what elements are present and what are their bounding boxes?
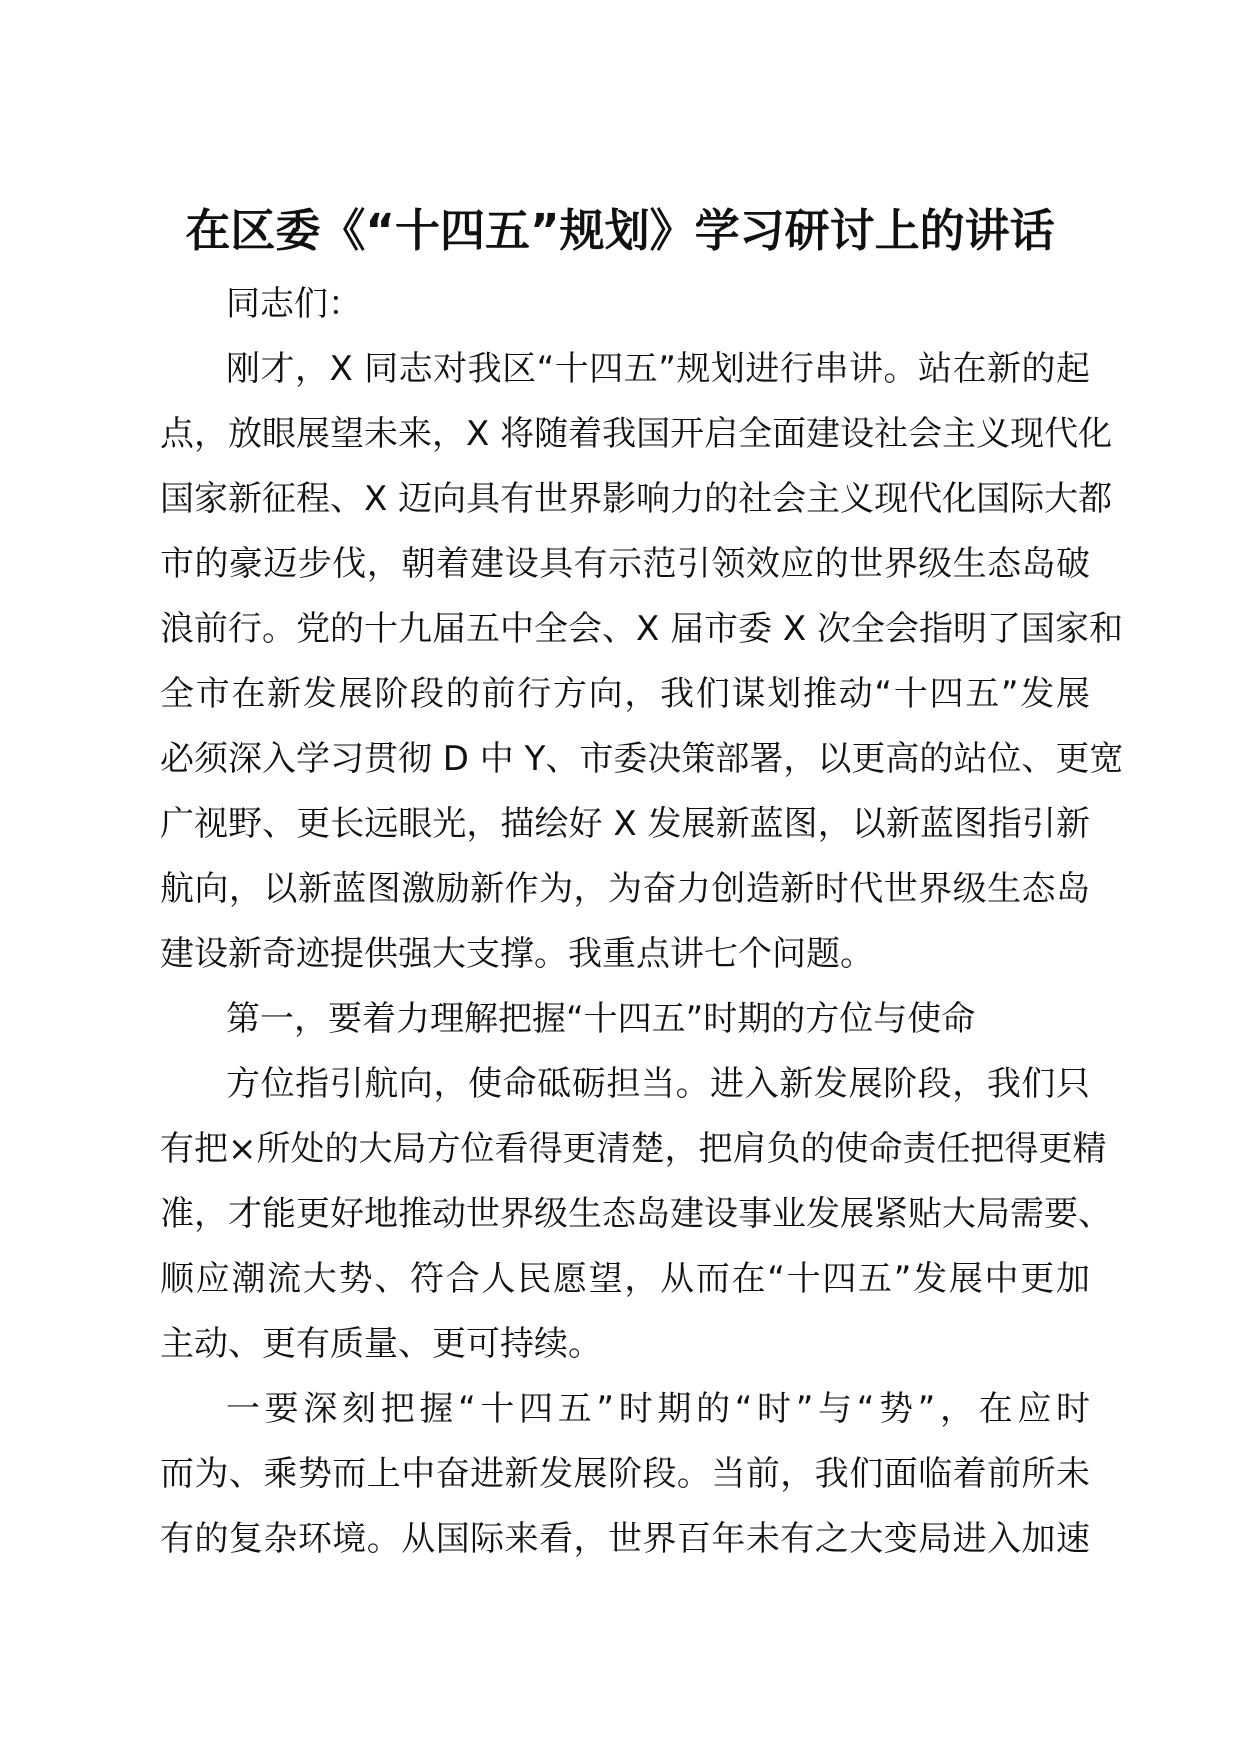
paragraph-line: 刚才，X 同志对我区“十四五”规划进行串讲。站在新的起 (226, 349, 1090, 389)
paragraph-line: 必须深入学习贯彻 D 中 Y、市委决策部署，以更高的站位、更宽 (160, 739, 1124, 779)
paragraph-line: 一要深刻把握“十四五”时期的“时”与“势”，在应时 (226, 1389, 1090, 1429)
paragraph-line: 准，才能更好地推动世界级生态岛建设事业发展紧贴大局需要、 (160, 1194, 1112, 1234)
section-heading: 第一，要着力理解把握“十四五”时期的方位与使命 (226, 999, 976, 1039)
paragraph-line: 有的复杂环境。从国际来看，世界百年未有之大变局进入加速 (160, 1519, 1090, 1559)
paragraph-line: 方位指引航向，使命砥砺担当。进入新发展阶段，我们只 (226, 1064, 1090, 1104)
document-body (160, 272, 1124, 1572)
paragraph-line: 国家新征程、X 迈向具有世界影响力的社会主义现代化国际大都 (160, 479, 1113, 519)
paragraph-line: 主动、更有质量、更可持续。 (160, 1324, 602, 1364)
paragraph-line: 顺应潮流大势、符合人民愿望，从而在“十四五”发展中更加 (160, 1259, 1090, 1299)
salutation-line: 同志们： (226, 284, 362, 324)
paragraph-line: 浪前行。党的十九届五中全会、X 届市委 X 次全会指明了国家和 (160, 609, 1124, 649)
paragraph-line: 广视野、更长远眼光，描绘好 X 发展新蓝图，以新蓝图指引新 (160, 804, 1090, 844)
paragraph-line: 航向，以新蓝图激励新作为，为奋力创造新时代世界级生态岛 (160, 869, 1090, 909)
paragraph-line: 而为、乘势而上中奋进新发展阶段。当前，我们面临着前所未 (160, 1454, 1090, 1494)
document-title: 在区委《“十四五”规划》学习研讨上的讲话 (185, 204, 1055, 257)
paragraph-line: 全市在新发展阶段的前行方向，我们谋划推动“十四五”发展 (160, 674, 1090, 714)
paragraph-line: 点，放眼展望未来，X 将随着我国开启全面建设社会主义现代化 (160, 414, 1113, 454)
paragraph-line: 市的豪迈步伐，朝着建设具有示范引领效应的世界级生态岛破 (160, 544, 1090, 584)
paragraph-line: 建设新奇迹提供强大支撑。我重点讲七个问题。 (160, 934, 874, 974)
paragraph-line: 有把×所处的大局方位看得更清楚，把肩负的使命责任把得更精 (160, 1129, 1107, 1169)
